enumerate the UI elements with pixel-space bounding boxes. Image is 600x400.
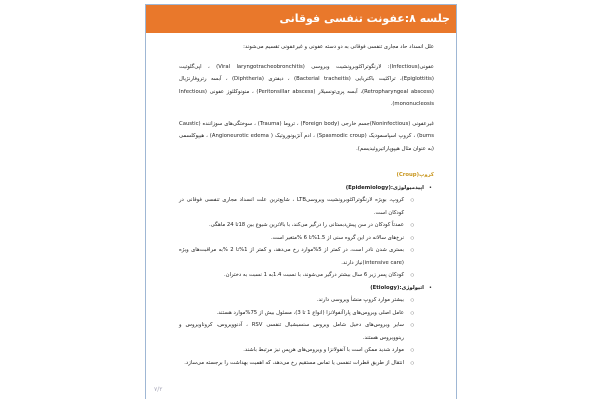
list-item: ○ سایر ویروس‌های دخیل شامل ویروس سنسیشیال تنفسی RSV ، آدنوویروس، کروناویروس و رینوویروس هستند. bbox=[179, 319, 414, 344]
page-title: جلسه ۸:عفونت تنفسی فوقانی bbox=[146, 5, 456, 33]
etiology-label: اتیولوژی:(Etiology) bbox=[370, 284, 424, 291]
croup-list bbox=[179, 182, 434, 370]
epidemiology-item bbox=[179, 182, 424, 282]
infectious-paragraph: عفونی(Infectious): لارنگوتراکئوبرونشیت ویروسی (Viral laryngotracheobronchitis) ، اپی‌گلوتیت (Epiglottitis)، تراکئیت باکتریایی (Bacterial tracheitis) ، دیفتری (Diphtheria) ، آبسه رتروفارنژیال (Retropharyngeal abscess)، آبسه پری‌تونسیلار (Peritonsillar abscess) ، منونوکلئوز عفونی (Infectious mononucleosis). bbox=[179, 63, 435, 107]
document-page bbox=[145, 4, 457, 399]
list-item: ○ موارد شدید ممکن است با آنفولانزا و ویروس‌های هرپس نیز مرتبط باشند. bbox=[179, 344, 414, 357]
page-content bbox=[179, 41, 434, 369]
list-item: ○ کروپ، بویژه لارنگوتراکئوبرونشیت ویروسیLTB ، شایع‌ترین علت انسداد مجاری تنفسی فوقانی در کودکان است. bbox=[179, 194, 414, 219]
noninfectious-paragraph: غیرعفونی (Noninfectious)جسم خارجی (Foreign body) ، تروما (Trauma) ، سوختگی‌های سوزاننده (Caustic burns) ، کروپ اسپاسمودیک (Spasmodic croup) ، ادم آنژیونوروتیک ( Angioneurotic edema) ، هیپوکلسمی (به عنوان مثال هیپوپاراتیروئیدیسم). bbox=[179, 120, 435, 152]
list-item: ○ عمدتاً کودکان در سن پیش‌دبستانی را درگیر می‌کند، با بالاترین شیوع بین 18تا 24 ماهگی. bbox=[179, 219, 414, 232]
intro-paragraph: علل انسداد حاد مجاری تنفسی فوقانی به دو دسته عفونی و غیرعفونی تقسیم می‌شوند: bbox=[243, 44, 434, 50]
page-number: ۷/۲ bbox=[154, 386, 163, 393]
epidemiology-label: اپیدمیولوژی:(Epidemiology) bbox=[345, 184, 424, 191]
list-item: ○ عامل اصلی ویروس‌های پاراآنفولانزا (انواع 1 تا 3)، مسئول بیش از 75%موارد هستند. bbox=[179, 307, 414, 320]
list-item: ○ نرخ‌های سالانه در این گروه سنی از 1.5%تا 6 %متغیر است. bbox=[179, 232, 414, 245]
etiology-item bbox=[179, 282, 424, 370]
croup-heading: کروپ(Croup) bbox=[396, 172, 434, 178]
list-item: ○ بستری شدن نادر است، در کمتر از 5%موارد رخ می‌دهد، و کمتر از 1%تا 2 %به مراقبت‌های ویژه (intensive care)نیاز دارند. bbox=[179, 244, 414, 269]
list-item: ○ انتقال از طریق قطرات تنفسی یا تماس مستقیم رخ می‌دهد، که اهمیت بهداشت را برجسته می‌سازد. bbox=[179, 357, 414, 370]
list-item: ○ کودکان پسر زیر 6 سال بیشتر درگیر می‌شوند، با نسبت 1.4به 1 نسبت به دختران. bbox=[179, 269, 414, 282]
list-item: ○ بیشتر موارد کروپ منشأ ویروسی دارند. bbox=[179, 294, 414, 307]
